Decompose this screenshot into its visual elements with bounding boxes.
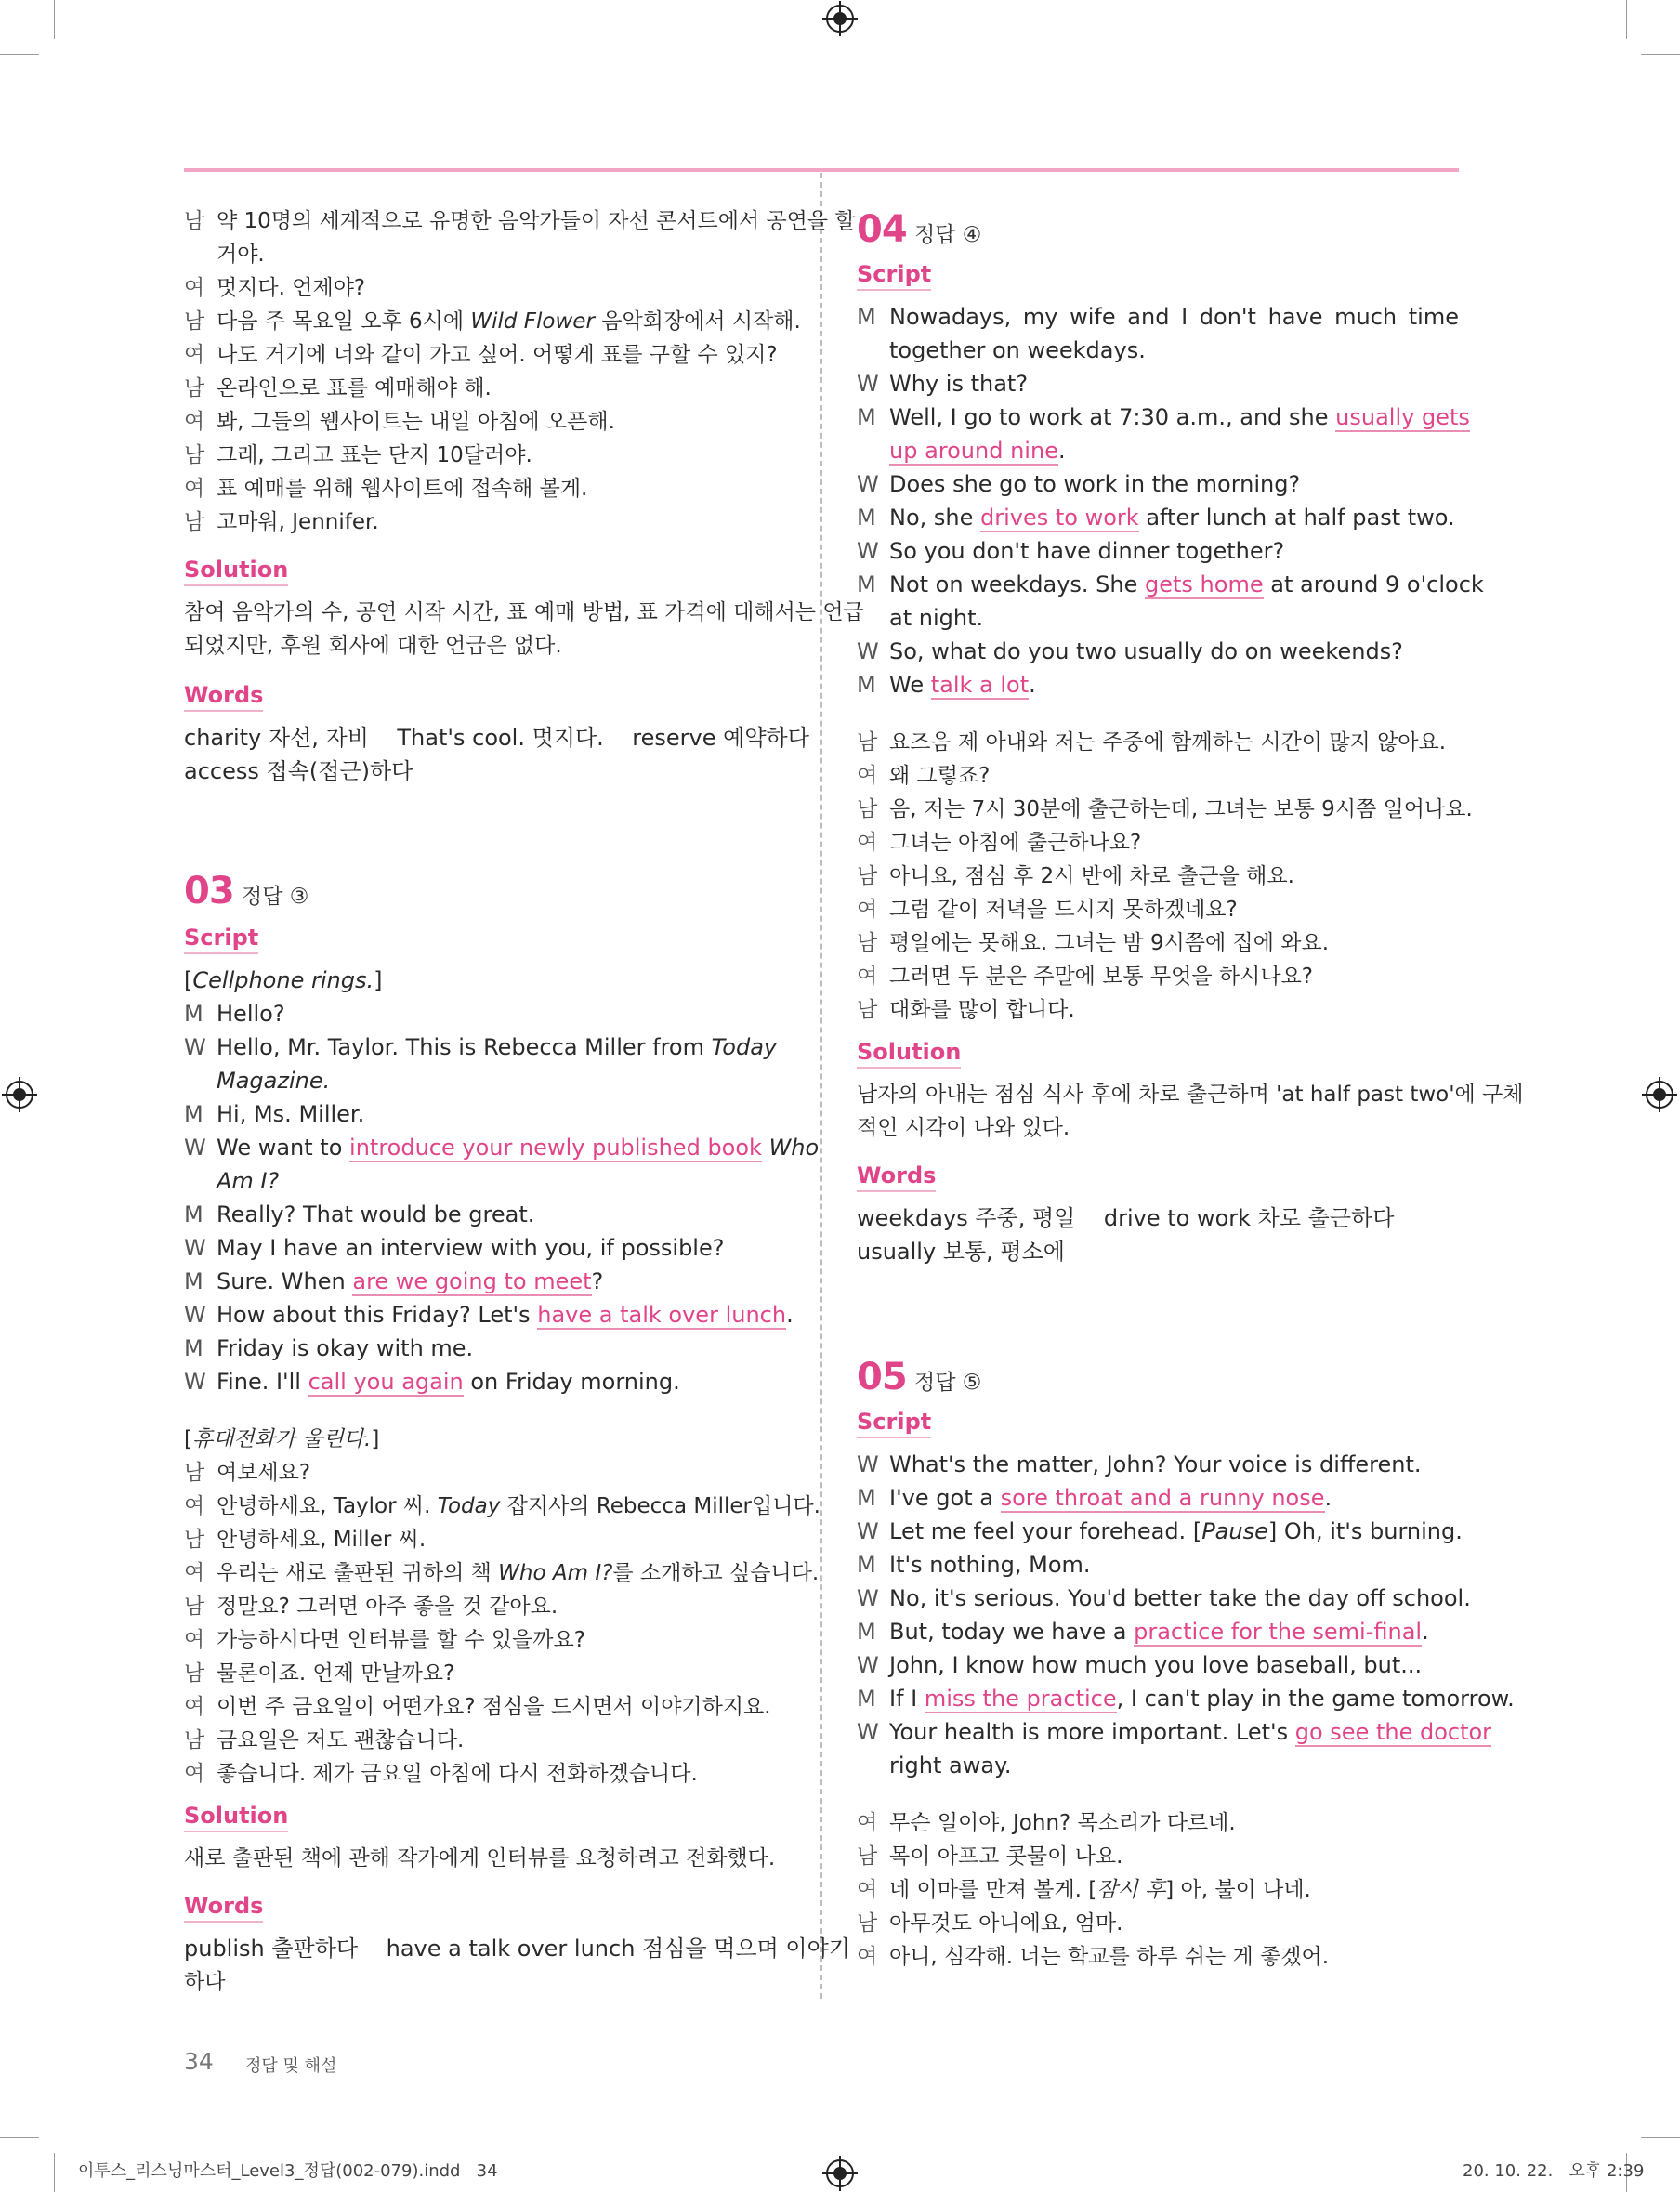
key-phrase: practice for the semi-final xyxy=(1134,1619,1423,1645)
right-column xyxy=(857,204,1524,1974)
korean-translation-q02 xyxy=(184,204,856,539)
dialogue-line: W So you don't have dinner together? xyxy=(857,538,1285,564)
dialogue-continuation: Am I? xyxy=(217,1168,280,1194)
question-number: 03 xyxy=(184,870,234,912)
dialogue-line: 남 약 10명의 세계적으로 유명한 음악가들이 자선 콘서트에서 공연을 할 xyxy=(184,209,856,233)
words-text: 하다 xyxy=(184,1970,226,1994)
key-phrase: introduce your newly published book xyxy=(349,1135,762,1161)
key-phrase: gets home xyxy=(1145,571,1264,597)
dialogue-line: 남 금요일은 저도 괜찮습니다. xyxy=(184,1728,465,1752)
dialogue-line: M Not on weekdays. She gets home at around 9 o'clock xyxy=(857,571,1484,597)
dialogue-line: 여 우리는 새로 출판된 귀하의 책 Who Am I?를 소개하고 싶습니다. xyxy=(184,1561,820,1585)
script-q05 xyxy=(857,1448,1515,1782)
solution-text: 적인 시각이 나와 있다. xyxy=(857,1116,1070,1140)
dialogue-line: M Friday is okay with me. xyxy=(184,1335,474,1361)
column-divider xyxy=(820,173,822,1999)
question-number: 04 xyxy=(857,208,907,251)
dialogue-line: 여 그럼 같이 저녁을 드시지 못하겠네요? xyxy=(857,898,1238,922)
key-phrase: talk a lot xyxy=(930,672,1030,698)
key-phrase: call you again xyxy=(308,1369,464,1395)
dialogue-line: 남 대화를 많이 합니다. xyxy=(857,998,1075,1022)
solution-label: Solution xyxy=(857,1038,961,1069)
crop-mark xyxy=(1641,54,1680,55)
section-title: 정답 및 해설 xyxy=(245,2056,337,2076)
key-phrase: drives to work xyxy=(980,505,1139,531)
dialogue-line: 여 무슨 일이야, John? 목소리가 다르네. xyxy=(857,1811,1236,1835)
script-label: Script xyxy=(857,260,931,291)
dialogue-line: W Does she go to work in the morning? xyxy=(857,471,1301,497)
words-text: access 접속(접근)하다 xyxy=(184,758,413,784)
dialogue-line: 여 좋습니다. 제가 금요일 아침에 다시 전화하겠습니다. xyxy=(184,1762,698,1786)
registration-mark-icon xyxy=(6,1081,33,1109)
korean-translation-q05 xyxy=(857,1806,1459,1974)
question-number: 05 xyxy=(857,1356,907,1398)
dialogue-line: W Let me feel your forehead. [Pause] Oh, it's burning. xyxy=(857,1518,1463,1544)
dialogue-line: W May I have an interview with you, if possible? xyxy=(184,1235,725,1261)
dialogue-line: W So, what do you two usually do on weekends? xyxy=(857,638,1403,664)
dialogue-line: W How about this Friday? Let's have a talk over lunch. xyxy=(184,1302,794,1328)
dialogue-line: M We talk a lot. xyxy=(857,672,1036,698)
dialogue-continuation: together on weekdays. xyxy=(889,337,1146,363)
dialogue-line: 남 다음 주 목요일 오후 6시에 Wild Flower 음악회장에서 시작해. xyxy=(184,309,801,334)
question-header-03 xyxy=(184,870,786,912)
dialogue-line: M Sure. When are we going to meet? xyxy=(184,1268,604,1294)
dialogue-line: 남 여보세요? xyxy=(184,1461,311,1485)
dialogue-line: 남 안녕하세요, Miller 씨. xyxy=(184,1528,427,1552)
dialogue-line: 여 가능하시다면 인터뷰를 할 수 있을까요? xyxy=(184,1628,585,1652)
dialogue-line: 여 봐, 그들의 웹사이트는 내일 아침에 오픈해. xyxy=(184,410,615,434)
words-text: usually 보통, 평소에 xyxy=(857,1239,1065,1265)
solution-label: Solution xyxy=(184,1802,288,1832)
dialogue-line: 남 아무것도 아니에요, 엄마. xyxy=(857,1911,1123,1936)
registration-mark-icon xyxy=(1646,1081,1673,1109)
crop-mark xyxy=(54,2153,55,2192)
answer-key: 정답 ⑤ xyxy=(914,1371,982,1395)
question-header-04 xyxy=(857,208,1459,251)
print-slug-file: 이투스_리스닝마스터_Level3_정답(002-079).indd 34 xyxy=(78,2161,498,2181)
key-phrase: are we going to meet xyxy=(352,1268,592,1294)
dialogue-continuation: at night. xyxy=(889,605,984,631)
dialogue-line: W John, I know how much you love baseball, but... xyxy=(857,1652,1423,1678)
script-label: Script xyxy=(857,1408,931,1438)
words-text: charity 자선, 자비 That's cool. 멋지다. reserve 예약하다 xyxy=(184,725,809,751)
print-slug-date: 20. 10. 22. 오후 2:39 xyxy=(1463,2161,1645,2181)
dialogue-line: M Really? That would be great. xyxy=(184,1201,535,1227)
registration-mark-icon xyxy=(826,5,854,33)
script-q03 xyxy=(184,997,820,1398)
left-column xyxy=(184,204,864,1999)
dialogue-line: 남 물론이죠. 언제 만날까요? xyxy=(184,1661,455,1686)
dialogue-continuation: Magazine. xyxy=(217,1068,331,1094)
header-rule xyxy=(184,168,1459,172)
dialogue-line: M I've got a sore throat and a runny nose. xyxy=(857,1485,1332,1511)
dialogue-line: W No, it's serious. You'd better take the day off school. xyxy=(857,1585,1471,1611)
registration-mark-icon xyxy=(826,2159,854,2187)
dialogue-line: 남 요즈음 제 아내와 저는 주중에 함께하는 시간이 많지 않아요. xyxy=(857,730,1447,755)
key-phrase: go see the doctor xyxy=(1294,1719,1492,1745)
dialogue-line: 남 평일에는 못해요. 그녀는 밤 9시쯤에 집에 와요. xyxy=(857,931,1330,955)
answer-key: 정답 ③ xyxy=(242,885,309,909)
crop-mark xyxy=(0,2137,39,2138)
dialogue-line: 남 목이 아프고 콧물이 나요. xyxy=(857,1844,1123,1869)
solution-label: Solution xyxy=(184,556,288,586)
dialogue-line: 여 표 예매를 위해 웹사이트에 접속해 볼게. xyxy=(184,477,588,501)
dialogue-continuation: up around nine. xyxy=(889,438,1066,464)
dialogue-line: 남 음, 저는 7시 30분에 출근하는데, 그녀는 보통 9시쯤 일어나요. xyxy=(857,797,1473,821)
dialogue-line: W We want to introduce your newly published book Who xyxy=(184,1135,820,1161)
dialogue-line: M If I miss the practice, I can't play in the game tomorrow. xyxy=(857,1686,1515,1712)
script-label: Script xyxy=(184,924,258,954)
answer-key: 정답 ④ xyxy=(914,223,982,247)
key-phrase: have a talk over lunch xyxy=(537,1302,787,1328)
dialogue-line: 여 네 이마를 만져 볼게. [잠시 후] 아, 불이 나네. xyxy=(857,1878,1311,1902)
dialogue-line: 여 왜 그렇죠? xyxy=(857,764,991,788)
dialogue-line: 거야. xyxy=(217,243,265,267)
words-text: weekdays 주중, 평일 drive to work 차로 출근하다 xyxy=(857,1205,1395,1231)
words-label: Words xyxy=(184,1892,263,1923)
dialogue-line: M Hi, Ms. Miller. xyxy=(184,1101,365,1127)
crop-mark xyxy=(54,0,55,39)
solution-text: 되었지만, 후원 회사에 대한 언급은 없다. xyxy=(184,634,562,658)
crop-mark xyxy=(1641,2137,1680,2138)
dialogue-line: 남 그래, 그리고 표는 단지 10달러야. xyxy=(184,443,532,467)
dialogue-line: 남 아니요, 점심 후 2시 반에 차로 출근을 해요. xyxy=(857,864,1294,888)
key-phrase: up around nine xyxy=(889,438,1058,464)
solution-text: 참여 음악가의 수, 공연 시작 시간, 표 예매 방법, 표 가격에 대해서는 언급 xyxy=(184,600,864,624)
dialogue-line: 남 고마워, Jennifer. xyxy=(184,510,379,534)
dialogue-line: M No, she drives to work after lunch at half past two. xyxy=(857,505,1455,531)
question-header-05 xyxy=(857,1356,1459,1398)
words-label: Words xyxy=(184,681,263,712)
dialogue-line: 여 아니, 심각해. 너는 학교를 하루 쉬는 게 좋겠어. xyxy=(857,1945,1330,1969)
script-q04 xyxy=(857,300,1484,702)
dialogue-line: W Your health is more important. Let's go see the doctor xyxy=(857,1719,1492,1745)
dialogue-line: W Hello, Mr. Taylor. This is Rebecca Miller from Today xyxy=(184,1034,778,1060)
korean-translation-q03 xyxy=(184,1456,820,1791)
dialogue-continuation: right away. xyxy=(889,1752,1012,1779)
dialogue-line: M It's nothing, Mom. xyxy=(857,1552,1091,1578)
dialogue-line: W Why is that? xyxy=(857,371,1029,397)
dialogue-line: M Hello? xyxy=(184,1001,285,1027)
crop-mark xyxy=(0,54,39,55)
stage-direction-korean: [휴대전화가 울린다.] xyxy=(184,1427,380,1451)
words-text: publish 출판하다 have a talk over lunch 점심을 먹으며 이야기 xyxy=(184,1936,850,1962)
words-label: Words xyxy=(857,1162,936,1192)
dialogue-line: 여 이번 주 금요일이 어떤가요? 점심을 드시면서 이야기하지요. xyxy=(184,1695,771,1719)
dialogue-line: 남 정말요? 그러면 아주 좋을 것 같아요. xyxy=(184,1595,558,1619)
dialogue-line: 여 그러면 두 분은 주말에 보통 무엇을 하시나요? xyxy=(857,965,1313,989)
dialogue-line: W Fine. I'll call you again on Friday morning. xyxy=(184,1369,680,1395)
crop-mark xyxy=(1626,0,1627,39)
key-phrase: usually gets xyxy=(1335,404,1470,430)
page-number: 34 xyxy=(184,2048,214,2075)
key-phrase: sore throat and a runny nose xyxy=(1000,1485,1325,1511)
dialogue-line: M Well, I go to work at 7:30 a.m., and she usually gets xyxy=(857,404,1470,430)
dialogue-line: 여 멋지다. 언제야? xyxy=(184,276,366,300)
dialogue-line: 여 안녕하세요, Taylor 씨. Today 잡지사의 Rebecca Miller입니다. xyxy=(184,1494,820,1518)
key-phrase: miss the practice xyxy=(924,1686,1117,1712)
dialogue-line: 여 나도 거기에 너와 같이 가고 싶어. 어떻게 표를 구할 수 있지? xyxy=(184,343,778,367)
dialogue-line: W What's the matter, John? Your voice is different. xyxy=(857,1451,1422,1477)
solution-text: 남자의 아내는 점심 식사 후에 차로 출근하며 'at half past two'에 구체 xyxy=(857,1083,1524,1107)
dialogue-line: 여 그녀는 아침에 출근하나요? xyxy=(857,831,1142,855)
dialogue-line: 남 온라인으로 표를 예매해야 해. xyxy=(184,376,492,400)
korean-translation-q04 xyxy=(857,726,1473,1027)
dialogue-line: M But, today we have a practice for the semi-final. xyxy=(857,1619,1429,1645)
solution-text: 새로 출판된 책에 관해 작가에게 인터뷰를 요청하려고 전화했다. xyxy=(184,1846,776,1870)
stage-direction: [Cellphone rings.] xyxy=(184,967,383,993)
dialogue-line: M Nowadays, my wife and I don't have much time xyxy=(857,304,1459,330)
